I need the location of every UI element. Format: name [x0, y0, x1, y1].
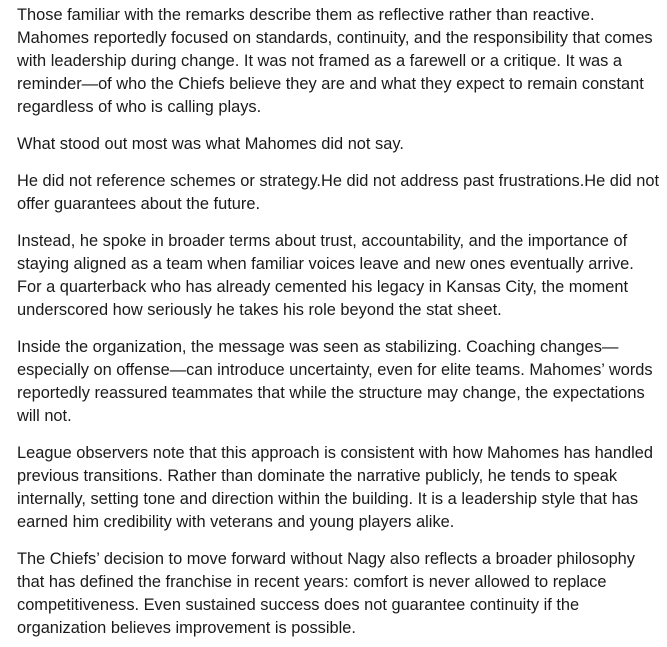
paragraph-league-observers: League observers note that this approach is consistent with how Mahomes has handled previous transitions. Rather than dominate the narrative publicly, he tends to speak internally, setting tone and direction within the building. It is a leadership style that has earned him credibility with veterans and young players alike.: [17, 444, 653, 531]
paragraph-broader-terms: Instead, he spoke in broader terms about trust, accountability, and the importance of staying aligned as a team when familiar voices leave and new ones eventually arrive. For a quarterback who has already cemented his legacy in Kansas City, the moment underscored how seriously he takes his role beyond the stat sheet.: [17, 232, 634, 319]
paragraph-did-not-reference: He did not reference schemes or strategy.He did not address past frustrations.He did not offer guarantees about the future.: [17, 172, 659, 213]
paragraph-reflective-remarks: Those familiar with the remarks describe them as reflective rather than reactive. Mahomes reportedly focused on standards, continuity, and the responsibility that comes with leadership during change. It was not framed as a farewell or a critique. It was a reminder—of who the Chiefs believe they are and what they expect to remain constant regardless of who is calling plays.: [17, 6, 653, 116]
paragraph-what-stood-out: What stood out most was what Mahomes did not say.: [17, 135, 404, 153]
paragraph-chiefs-decision: The Chiefs’ decision to move forward without Nagy also reflects a broader philosophy that has defined the franchise in recent years: comfort is never allowed to replace competitiveness. Even sustained success does not guarantee continuity if the organization believes improvement is possible.: [17, 550, 635, 637]
paragraph-inside-organization: Inside the organization, the message was seen as stabilizing. Coaching changes—especially on offense—can introduce uncertainty, even for elite teams. Mahomes’ words reportedly reassured teammates that while the structure may change, the expectations will not.: [17, 338, 653, 425]
